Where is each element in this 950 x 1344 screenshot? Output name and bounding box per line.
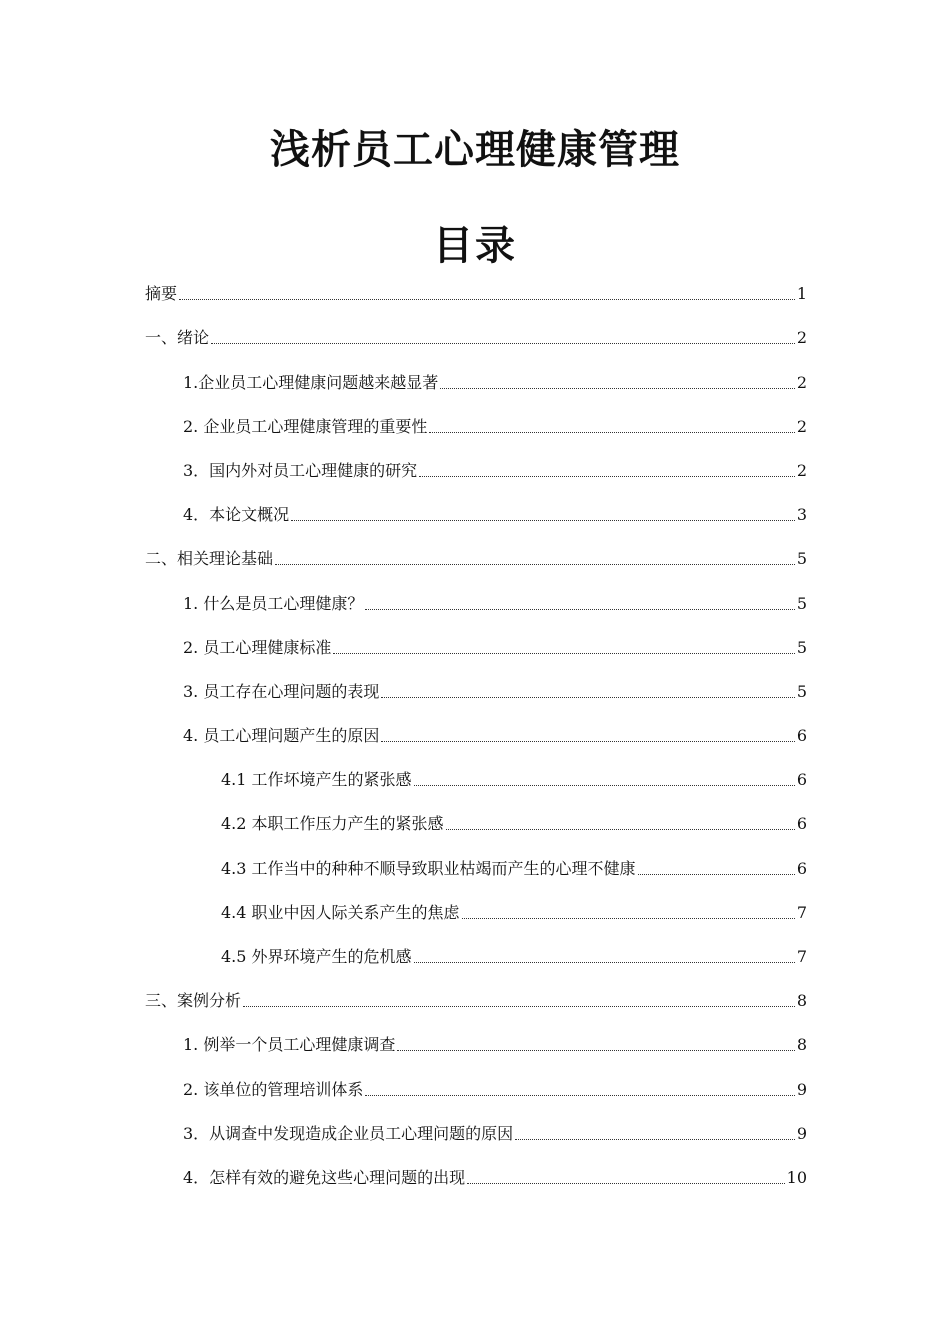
toc-entry[interactable] [145, 407, 807, 451]
toc-entry-page: 2 [796, 460, 807, 480]
toc-leader-dots [467, 1182, 784, 1184]
toc-entry[interactable] [145, 804, 807, 848]
toc-leader-dots [414, 961, 795, 963]
toc-leader-dots [179, 298, 795, 300]
toc-entry-page: 2 [796, 372, 807, 392]
toc-entry-page: 5 [796, 681, 807, 701]
toc-entry[interactable] [145, 1158, 807, 1202]
toc-entry[interactable] [145, 760, 807, 804]
toc-entry-text: 2. 员工心理健康标准 [183, 637, 332, 657]
toc-entry-text: 2. 该单位的管理培训体系 [183, 1079, 364, 1099]
toc-entry-text: 4.2 本职工作压力产生的紧张感 [221, 814, 444, 834]
toc-leader-dots [429, 431, 794, 433]
toc-leader-dots [381, 740, 794, 742]
toc-entry-text: 4.1 工作坏境产生的紧张感 [221, 770, 412, 790]
toc-leader-dots [515, 1138, 795, 1140]
toc-entry-text: 一、绪论 [145, 328, 210, 348]
toc-entry-text: 3. 员工存在心理问题的表现 [183, 681, 380, 701]
toc-entry[interactable] [145, 274, 807, 318]
toc-entry[interactable] [145, 1069, 807, 1113]
toc-entry-text: 4.3 工作当中的种种不顺导致职业枯竭而产生的心理不健康 [221, 858, 636, 878]
toc-entry-text: 3．国内外对员工心理健康的研究 [183, 460, 418, 480]
toc-leader-dots [333, 652, 794, 654]
toc-leader-dots [446, 828, 795, 830]
toc-leader-dots [414, 784, 795, 786]
toc-entry[interactable] [145, 848, 807, 892]
toc-leader-dots [638, 873, 795, 875]
toc-entry[interactable] [145, 937, 807, 981]
toc-leader-dots [462, 917, 795, 919]
toc-leader-dots [275, 563, 795, 565]
toc-entry-page: 3 [796, 505, 807, 525]
toc-entry-page: 1 [796, 284, 807, 304]
toc-entry-page: 5 [796, 549, 807, 569]
toc-entry-page: 2 [796, 416, 807, 436]
toc-entry-page: 6 [796, 814, 807, 834]
toc-leader-dots [381, 696, 794, 698]
toc-entry-text: 1. 什么是员工心理健康？ [183, 593, 364, 613]
document-title: 浅析员工心理健康管理 [270, 126, 680, 173]
toc-entry-page: 7 [796, 902, 807, 922]
toc-entry-text: 2. 企业员工心理健康管理的重要性 [183, 416, 428, 436]
toc-entry[interactable] [145, 716, 807, 760]
toc-entry-text: 4.5 外界环境产生的危机感 [221, 947, 412, 966]
toc-entry[interactable] [145, 318, 807, 362]
toc-entry[interactable] [145, 362, 807, 406]
toc-entry[interactable] [145, 583, 807, 627]
toc-entry[interactable] [145, 451, 807, 495]
toc-entry-page: 6 [796, 770, 807, 790]
toc-entry-page: 10 [786, 1167, 807, 1187]
toc-entry[interactable] [145, 628, 807, 672]
toc-leader-dots [365, 1094, 794, 1096]
toc-leader-dots [211, 342, 795, 344]
toc-entry-text: 4. 员工心理问题产生的原因 [183, 726, 380, 746]
toc-entry-page: 5 [796, 637, 807, 657]
toc-entry-page: 8 [796, 991, 807, 1011]
toc-entry[interactable] [145, 539, 807, 583]
toc-entry[interactable] [145, 1025, 807, 1069]
toc-entry-text: 1. 例举一个员工心理健康调查 [183, 1035, 396, 1055]
toc-entry[interactable] [145, 893, 807, 937]
toc-entry-page: 8 [796, 1035, 807, 1055]
toc-leader-dots [397, 1049, 794, 1051]
toc-leader-dots [440, 387, 795, 389]
toc-entry[interactable] [145, 1114, 807, 1158]
toc-entry-page: 9 [796, 1079, 807, 1099]
toc-entry-text: 4．本论文概况 [183, 505, 290, 525]
toc-entry-page: 7 [796, 947, 807, 966]
toc-entry-text: 4.4 职业中因人际关系产生的焦虑 [221, 902, 460, 922]
toc-entry-page: 6 [796, 858, 807, 878]
toc-entry-text: 二、相关理论基础 [145, 549, 274, 569]
toc-entry[interactable] [145, 981, 807, 1025]
toc-entry-page: 5 [796, 593, 807, 613]
toc-heading: 目录 [433, 222, 517, 269]
toc-entry-text: 3．从调查中发现造成企业员工心理问题的原因 [183, 1123, 514, 1143]
toc-entry[interactable] [145, 672, 807, 716]
toc-leader-dots [243, 1005, 795, 1007]
toc-entry-text: 4．怎样有效的避免这些心理问题的出现 [183, 1167, 466, 1187]
table-of-contents [145, 274, 807, 1202]
toc-leader-dots [365, 608, 794, 610]
toc-entry-text: 1.企业员工心理健康问题越来越显著 [183, 372, 439, 392]
toc-entry-page: 2 [796, 328, 807, 348]
toc-entry-text: 三、案例分析 [145, 991, 242, 1011]
toc-entry-page: 9 [796, 1123, 807, 1143]
toc-entry-text: 摘要 [145, 284, 178, 304]
toc-entry-page: 6 [796, 726, 807, 746]
toc-entry[interactable] [145, 495, 807, 539]
toc-leader-dots [291, 519, 795, 521]
toc-leader-dots [419, 475, 795, 477]
